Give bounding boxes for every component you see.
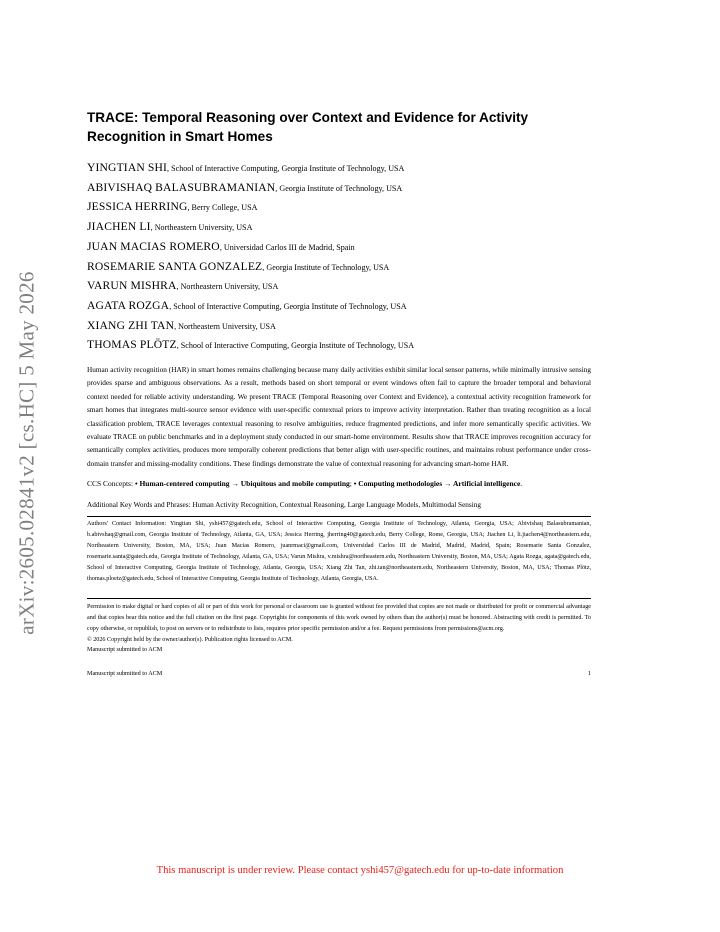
author-name: VARUN MISHRA (87, 279, 177, 293)
author-name: ROSEMARIE SANTA GONZALEZ (87, 259, 263, 273)
ccs-end: . (520, 479, 523, 489)
author-affiliation: School of Interactive Computing, Georgia Institute of Technology, USA (171, 164, 405, 173)
ccs-separator: ; (349, 479, 354, 489)
manuscript-note: Manuscript submitted to ACM (87, 647, 163, 654)
paper-first-page (87, 108, 591, 677)
author-affiliation: Berry College, USA (191, 203, 258, 213)
keywords: Additional Key Words and Phrases: Human Activity Recognition, Contextual Reasoning, Large Language Models, Multimodal Sensing (87, 500, 482, 509)
abstract: Human activity recognition (HAR) in smart homes remains challenging because many daily activities exhibit similar local sensor patterns, while minimally intrusive sensing provides sparse and ambiguous observations. As a result, methods based on short temporal or event windows often fail to capture the broader temporal and behavioral context needed for reliable activity understanding. We present TRACE (Temporal Reasoning over Context and Evidence), a contextual activity recognition framework for smart homes that integrates multi-source sensor evidence with user-specific contextual priors to improve activity interpretation. Rather than treating recognition as a local classification problem, TRACE leverages contextual reasoning to resolve ambiguities, reduce fragmented predictions, and infer more semantically specific activities. We evaluate TRACE on public benchmarks and in a deployment study conducted in our smart-home environment. Results show that TRACE improves recognition accuracy for semantically complex activities, produces more temporally coherent predictions that better align with user-specific routines, and maintains robust performance under cross-domain transfer and missing-modality conditions. These findings demonstrate the value of contextual reasoning for advancing smart-home HAR. (87, 366, 591, 468)
author-affiliation: Georgia Institute of Technology, USA (279, 183, 403, 193)
ccs-concepts (87, 478, 591, 491)
author-entry: ABIVISHAQ BALASUBRAMANIAN, Georgia Institute of Technology, USA (87, 180, 403, 194)
author-affiliation: Georgia Institute of Technology, USA (266, 262, 390, 272)
author-entry: JESSICA HERRING, Berry College, USA (87, 200, 258, 214)
review-notice: This manuscript is under review. Please contact yshi457@gatech.edu for up-to-date information (156, 865, 564, 876)
permission-block (87, 598, 591, 656)
permission-notice: Permission to make digital or hard copies of all or part of this work for personal or classroom use is granted without fee provided that copies are not made or distributed for profit or commercial advantage and that copies bear this notice and the full citation on the first page. Copyrights for components of this work owned by others than the author(s) must be honored. Abstracting with credit is permitted. To copy otherwise, or republish, to post on servers or to redistribute to lists, requires prior specific permission and/or a fee. Request permissions from permissions@acm.org. (87, 603, 591, 632)
author-affiliation: Northeastern University, USA (178, 321, 276, 331)
paper-title: TRACE: Temporal Reasoning over Context and Evidence for Activity Recognition in Smart Homes (87, 110, 529, 144)
author-entry: XIANG ZHI TAN, Northeastern University, USA (87, 318, 276, 332)
author-name: JUAN MACIAS ROMERO (87, 239, 220, 253)
author-entry: JIACHEN LI, Northeastern University, USA (87, 220, 253, 234)
author-name: JESSICA HERRING (87, 200, 188, 214)
author-contact-info: Authors' Contact Information: Yingtian Shi, yshi457@gatech.edu, School of Interactive Computing, Georgia Institute of Technology, Atlanta, Georgia, USA; Abivishaq Balasubramanian, b.abivshaq@gmail.com, Georgia Institute of Technology, Atlanta, GA, USA; Jessica Herring, jherring40@gatech.edu, Berry College, Rome, Georgia, USA; Jiachen Li, li.jiachen4@northeastern.edu, Northeastern University, Boston, MA, USA; Juan Macias Romero, juanrmaci@gmail.com, Universidad Carlos III de Madrid, Madrid, Madrid, Spain; Rosemarie Santa Gonzalez, rosemarie.santa@gatech.edu, Georgia Institute of Technology, Atlanta, GA, USA; Varun Mishra, v.mishra@northeastern.edu, Northeastern University, Boston, MA, USA; Agata Rozga, agata@gatech.edu, School of Interactive Computing, Georgia Institute of Technology, Atlanta, Georgia, USA; Xiang Zhi Tan, zhi.tan@northeastern.edu, Northeastern University, Boston, MA, USA; Thomas Plötz, thomas.ploetz@gatech.edu, School of Interactive Computing, Georgia Institute of Technology, Atlanta, Georgia, USA. (87, 520, 591, 582)
author-affiliation: Northeastern University, USA (154, 223, 253, 233)
author-affiliation: School of Interactive Computing, Georgia Institute of Technology, USA (180, 341, 415, 351)
author-entry: VARUN MISHRA, Northeastern University, USA (87, 279, 279, 293)
author-entry: AGATA ROZGA, School of Interactive Computing, Georgia Institute of Technology, USA (87, 298, 407, 312)
arxiv-identifier: arXiv:2605.02841v2 [cs.HC] 5 May 2026 (14, 271, 39, 635)
author-affiliation: Universidad Carlos III de Madrid, Spain (223, 242, 355, 252)
author-entry: ROSEMARIE SANTA GONZALEZ, Georgia Institute of Technology, USA (87, 259, 390, 273)
author-affiliation: School of Interactive Computing, Georgia Institute of Technology, USA (173, 301, 407, 311)
author-name: AGATA ROZGA (87, 298, 170, 312)
author-name: THOMAS PLÖTZ (87, 338, 177, 352)
author-name: JIACHEN LI (87, 220, 151, 234)
author-affiliation: Northeastern University, USA (180, 282, 279, 292)
copyright-line: © 2026 Copyright held by the owner/author(s). Publication rights licensed to ACM. (87, 636, 293, 643)
page-number: 1 (587, 670, 591, 677)
ccs-concept-1: • Human-centered computing → Ubiquitous and mobile computing (134, 479, 350, 489)
ccs-label: CCS Concepts: (87, 479, 135, 489)
divider (87, 516, 591, 517)
divider (87, 598, 591, 599)
footer-left: Manuscript submitted to ACM (87, 670, 163, 677)
author-entry: JUAN MACIAS ROMERO, Universidad Carlos III de Madrid, Spain (87, 239, 355, 253)
author-list (87, 159, 591, 356)
author-name: ABIVISHAQ BALASUBRAMANIAN (87, 180, 276, 194)
author-entry: THOMAS PLÖTZ, School of Interactive Computing, Georgia Institute of Technology, USA (87, 338, 415, 352)
page-footer (87, 671, 591, 677)
author-entry: YINGTIAN SHI, School of Interactive Computing, Georgia Institute of Technology, USA (87, 161, 405, 174)
author-name: XIANG ZHI TAN (87, 318, 175, 332)
ccs-concept-2: • Computing methodologies → Artificial intelligence (353, 479, 521, 489)
author-name: YINGTIAN SHI (87, 161, 168, 174)
